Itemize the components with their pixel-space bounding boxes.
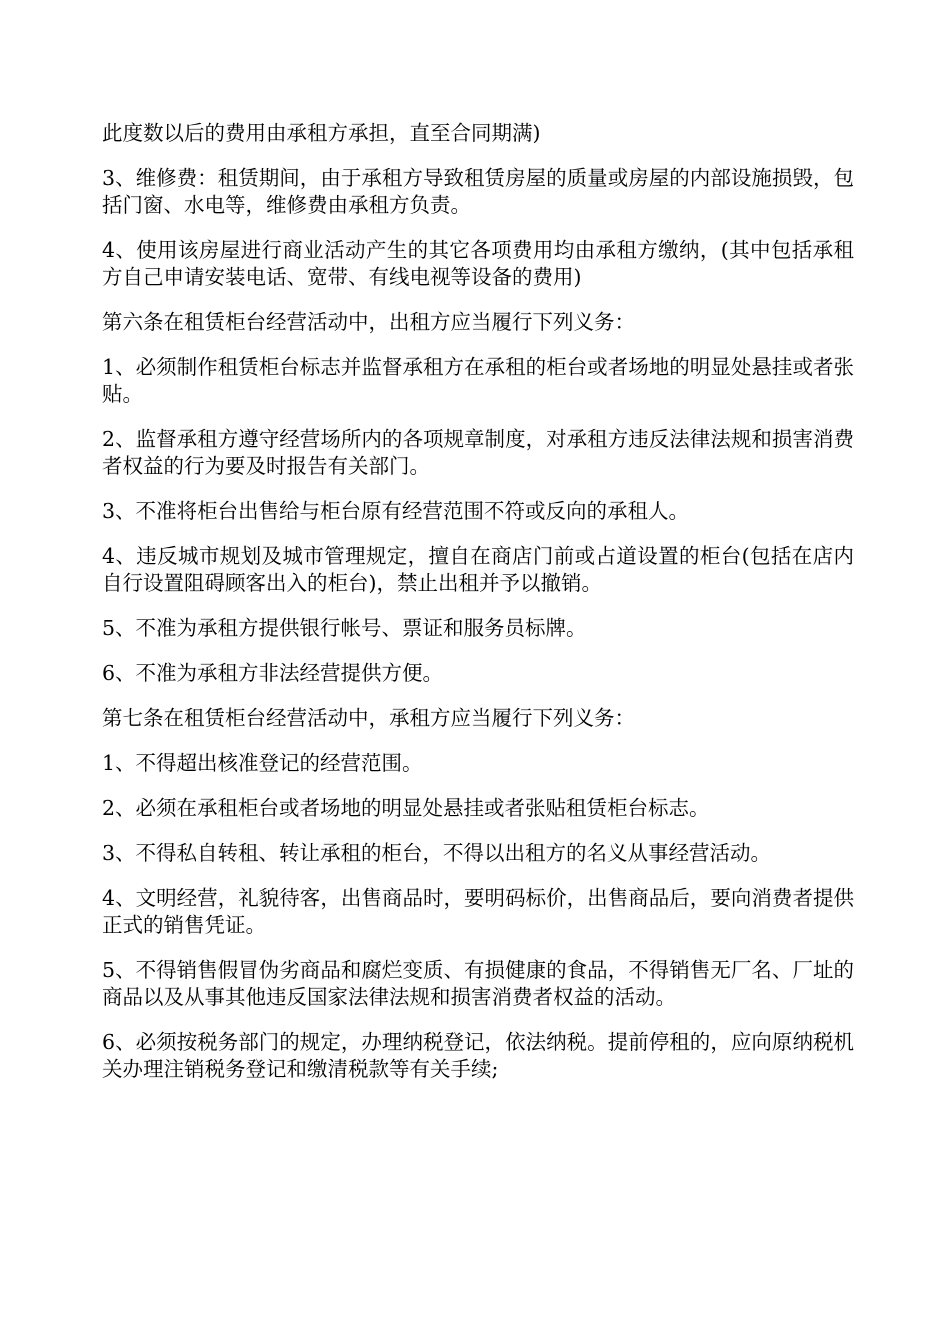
article-six-item-6: 6、不准为承租方非法经营提供方便。 xyxy=(102,661,444,685)
article-six-item-3: 3、不准将柜台出售给与柜台原有经营范围不符或反向的承租人。 xyxy=(102,499,690,523)
article-six-item-2: 2、监督承租方遵守经营场所内的各项规章制度，对承租方违反法律法规和损害消费者权益的行为要及时报告有关部门。 xyxy=(102,427,854,478)
article-six-item-1: 1、必须制作租赁柜台标志并监督承租方在承租的柜台或者场地的明显处悬挂或者张贴。 xyxy=(102,355,854,406)
article-seven-item-4: 4、文明经营，礼貌待客，出售商品时，要明码标价，出售商品后，要向消费者提供正式的销售凭证。 xyxy=(102,886,854,937)
article-seven-item-6: 6、必须按税务部门的规定，办理纳税登记，依法纳税。提前停租的，应向原纳税机关办理注销税务登记和缴清税款等有关手续; xyxy=(102,1030,854,1081)
article-seven-item-2: 2、必须在承租柜台或者场地的明显处悬挂或者张贴租赁柜台标志。 xyxy=(102,796,710,820)
article-seven-item-3: 3、不得私自转租、转让承租的柜台，不得以出租方的名义从事经营活动。 xyxy=(102,841,772,865)
paragraph-fee-continuation: 此度数以后的费用由承租方承担，直至合同期满) xyxy=(102,121,541,145)
document-body xyxy=(102,120,854,1101)
article-six-item-4: 4、违反城市规划及城市管理规定，擅自在商店门前或占道设置的柜台(包括在店内自行设置阻碍顾客出入的柜台)，禁止出租并予以撤销。 xyxy=(102,544,854,595)
paragraph-other-fees: 4、使用该房屋进行商业活动产生的其它各项费用均由承租方缴纳，(其中包括承租方自己申请安装电话、宽带、有线电视等设备的费用) xyxy=(102,238,854,289)
article-six-heading: 第六条在租赁柜台经营活动中，出租方应当履行下列义务： xyxy=(102,310,635,334)
article-seven-heading: 第七条在租赁柜台经营活动中，承租方应当履行下列义务： xyxy=(102,706,635,730)
article-seven-item-1: 1、不得超出核准登记的经营范围。 xyxy=(102,751,423,775)
paragraph-maintenance-fee: 3、维修费：租赁期间，由于承租方导致租赁房屋的质量或房屋的内部设施损毁，包括门窗、水电等，维修费由承租方负责。 xyxy=(102,166,854,217)
article-seven-item-5: 5、不得销售假冒伪劣商品和腐烂变质、有损健康的食品，不得销售无厂名、厂址的商品以及从事其他违反国家法律法规和损害消费者权益的活动。 xyxy=(102,958,854,1009)
article-six-item-5: 5、不准为承租方提供银行帐号、票证和服务员标牌。 xyxy=(102,616,587,640)
